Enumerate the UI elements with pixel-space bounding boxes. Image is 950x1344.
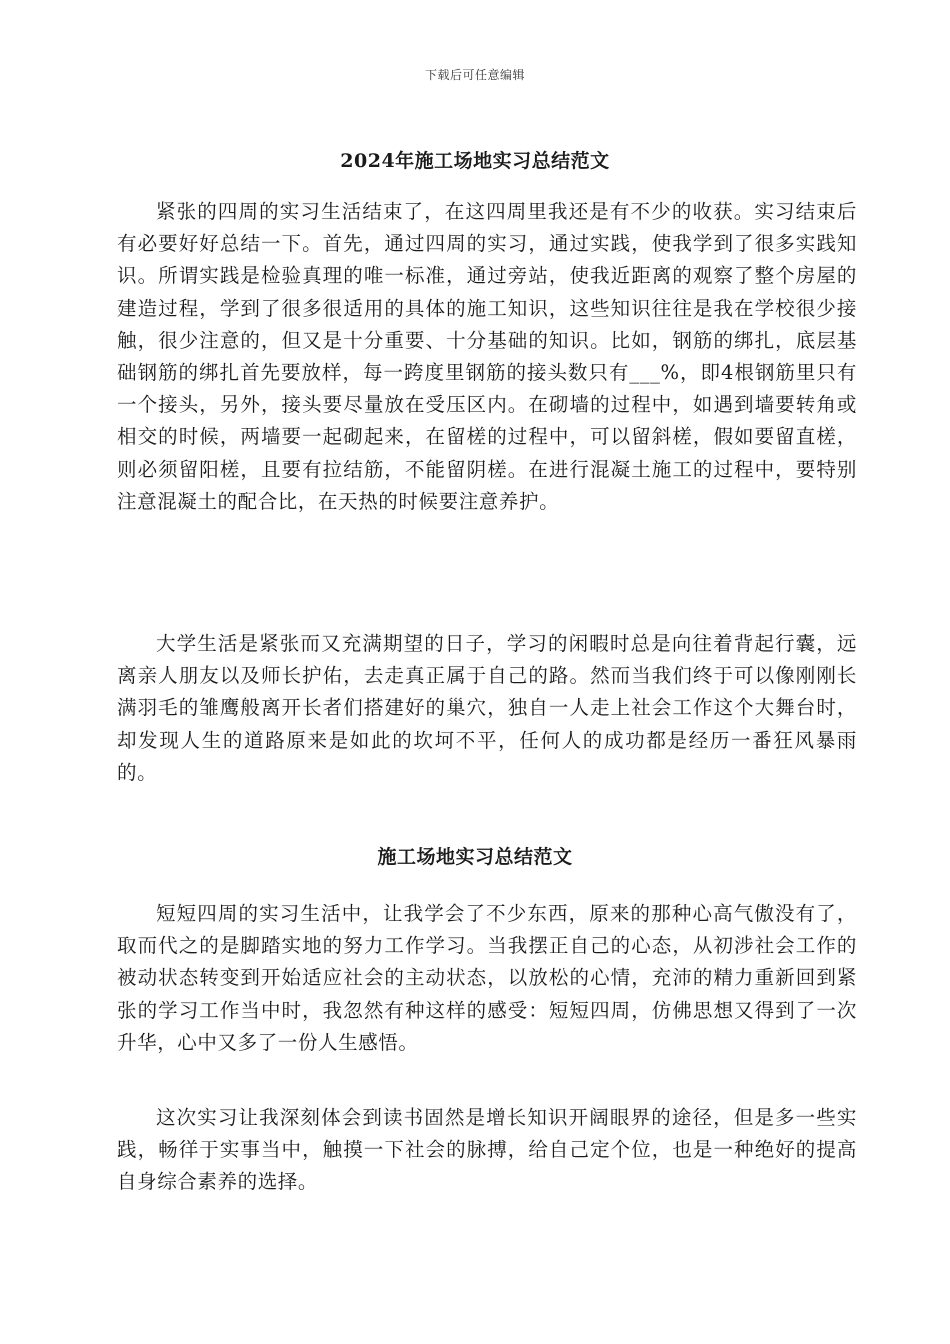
paragraph-4: 这次实习让我深刻体会到读书固然是增长知识开阔眼界的途径，但是多一些实践，畅徉于实事当中，触摸一下社会的脉搏，给自己定个位，也是一种绝好的提高自身综合素养的选择。 [117, 1106, 857, 1194]
paragraph-1: 紧张的四周的实习生活结束了，在这四周里我还是有不少的收获。实习结束后有必要好好总结一下。首先，通过四周的实习，通过实践，使我学到了很多实践知识。所谓实践是检验真理的唯一标准，通过旁站，使我近距离的观察了整个房屋的建造过程，学到了很多很适用的具体的施工知识，这些知识往往是我在学校很少接触，很少注意的，但又是十分重要、十分基础的知识。比如，钢筋的绑扎，底层基础钢筋的绑扎首先要放样，每一跨度里钢筋的接头数只有___%，即4根钢筋里只有一个接头，另外，接头要尽量放在受压区内。在砌墙的过程中，如遇到墙要转角或相交的时候，两墙要一起砌起来，在留槎的过程中，可以留斜槎，假如要留直槎，则必须留阳槎，且要有拉结筋，不能留阴槎。在进行混凝土施工的过程中，要特别注意混凝土的配合比，在天热的时候要注意养护。 [117, 200, 857, 513]
header-note: 下载后可任意编辑 [424, 68, 525, 82]
paragraph-3: 短短四周的实习生活中，让我学会了不少东西，原来的那种心高气傲没有了，取而代之的是脚踏实地的努力工作学习。当我摆正自己的心态，从初涉社会工作的被动状态转变到开始适应社会的主动状态，以放松的心情，充沛的精力重新回到紧张的学习工作当中时，我忽然有种这样的感受：短短四周，仿佛思想又得到了一次升华，心中又多了一份人生感悟。 [117, 902, 857, 1054]
section-title: 施工场地实习总结范文 [377, 846, 573, 868]
paragraph-2: 大学生活是紧张而又充满期望的日子，学习的闲暇时总是向往着背起行囊，远离亲人朋友以及师长护佑，去走真正属于自己的路。然而当我们终于可以像刚刚长满羽毛的雏鹰般离开长者们搭建好的巢穴，独自一人走上社会工作这个大舞台时，却发现人生的道路原来是如此的坎坷不平，任何人的成功都是经历一番狂风暴雨的。 [117, 632, 857, 784]
document-title: 2024年施工场地实习总结范文 [340, 150, 610, 172]
